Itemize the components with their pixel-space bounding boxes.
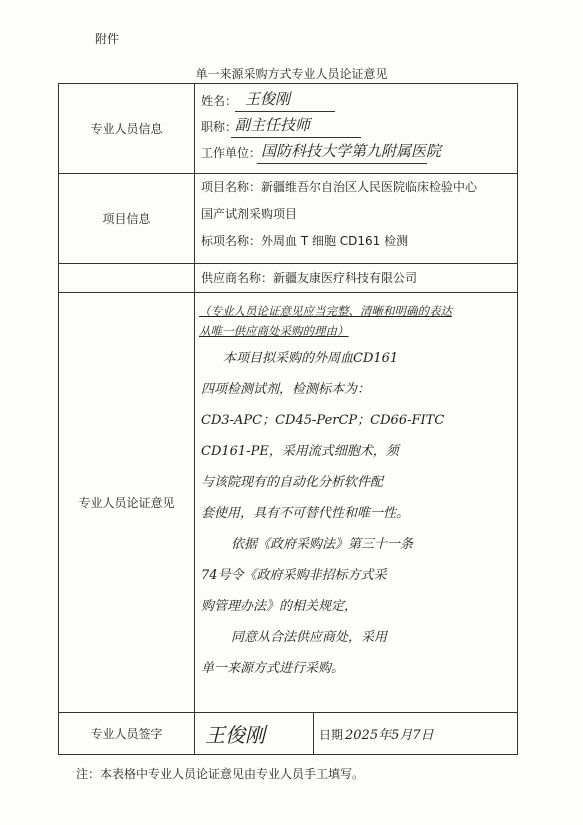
project-name-row: 项目名称：新疆维吾尔自治区人民医院临床检验中心 [201, 180, 478, 194]
employer-row [195, 140, 517, 166]
opinion-text: 本项目拟采购的外周血CD161 四项检测试剂，检测标本为： CD3-APC；CD45-PerCP；CD66-FITC CD161-PE，采用流式细胞术，须 与该院现有的自动化分析软件配 套使用，具有不可替代性和唯一性。 依据《政府采购法》第三十一条 74号令《政府采购非招标方式采 购管理办法》的相关规定， 同意从合法供应商处，采用 单一来源方式进行采购。 [201, 351, 445, 676]
date-value: 2025年5月7日 [345, 728, 434, 743]
name-value: 王俊刚 [245, 90, 291, 108]
supplier-label: 供应商名称： [201, 271, 274, 285]
employer-label: 工作单位： [201, 146, 262, 160]
footnote: 注：本表格中专业人员论证意见由专业人员手工填写。 [76, 767, 365, 781]
signature-cell [195, 713, 518, 755]
opinion-label: 专业人员论证意见 [59, 293, 195, 713]
supplier-cell [195, 264, 518, 293]
title-row [195, 114, 517, 140]
expert-info-cell [195, 84, 518, 174]
attachment-label: 附件 [95, 32, 120, 46]
opinion-hint: （专业人员论证意见应当完整、清晰和明确的表达 从唯一供应商处采购的理由） [199, 304, 452, 338]
lot-row: 标项名称：外周血 T 细胞 CD161 检测 [201, 234, 409, 248]
signature-label: 专业人员签字 [59, 713, 195, 755]
form-title: 单一来源采购方式专业人员论证意见 [195, 67, 388, 81]
name-row [195, 88, 517, 114]
title-label: 职称： [201, 120, 238, 134]
supplier-value: 新疆友康医疗科技有限公司 [273, 271, 418, 285]
expert-signature: 王俊刚 [205, 723, 265, 747]
project-name-cont: 国产试剂采购项目 [201, 207, 298, 221]
expert-info-label: 专业人员信息 [59, 84, 195, 174]
opinion-cell [195, 293, 518, 713]
name-label: 姓名： [201, 94, 238, 108]
project-info-label: 项目信息 [59, 174, 195, 264]
employer-value: 国防科技大学第九附属医院 [261, 142, 442, 160]
date-label: 日期 [319, 728, 344, 742]
opinion-form-table [58, 83, 518, 755]
project-info-cell [195, 174, 518, 264]
title-value: 副主任技师 [235, 116, 311, 134]
